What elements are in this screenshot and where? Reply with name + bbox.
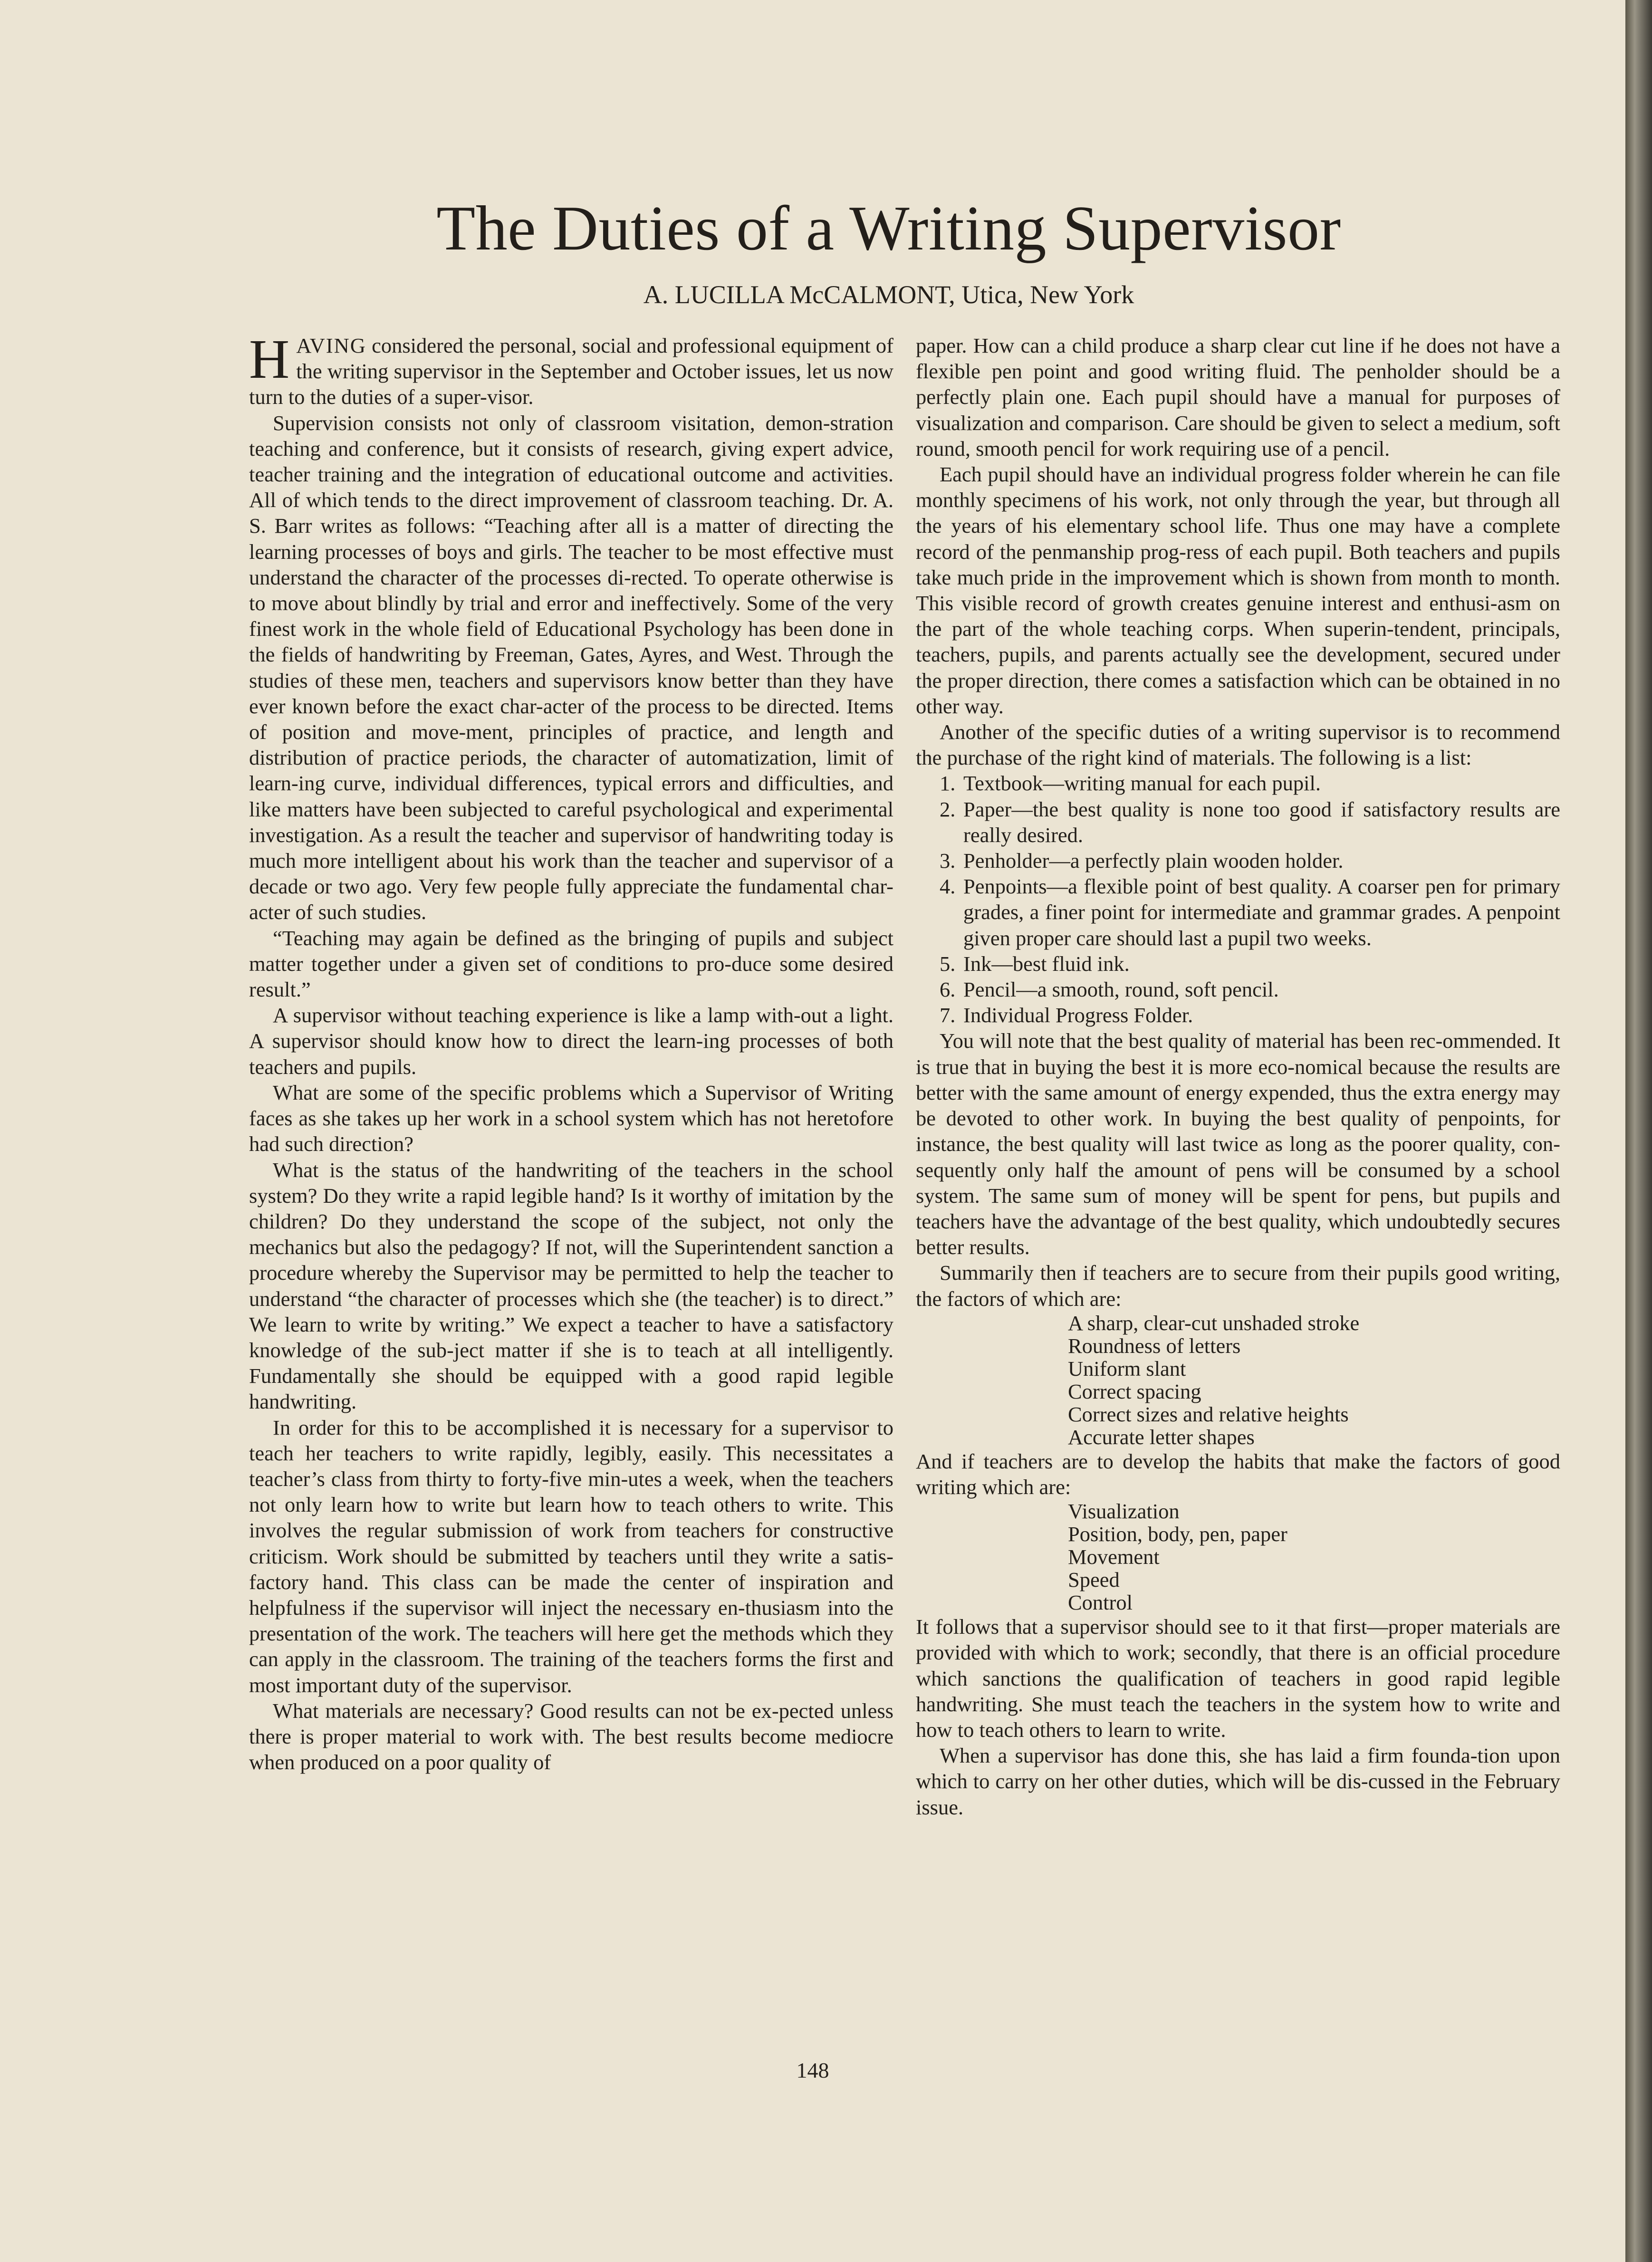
page-edge: [1625, 0, 1652, 2262]
paragraph: In order for this to be accomplished it is necessary for a supervisor to teach her teachers to write rapidly, legibly, easily. This necessitates a teacher’s class from thirty to forty-five min-utes a week, when the teachers not only learn how to write but learn how to teach others to write. This involves the regular submission of work from teachers for constructive criticism. Work should be submitted by teachers until they write a satis-factory hand. This class can be made the center of inspiration and helpfulness if the supervisor will inject the necessary en-thusiasm into the presentation of the work. The teachers will here get the methods which they can apply in the classroom. The training of the teachers forms the first and most important duty of the supervisor.: [249, 1415, 893, 1697]
habit-item: Speed: [1068, 1568, 1120, 1592]
habit-item: Visualization: [1068, 1499, 1180, 1524]
paragraph: Each pupil should have an individual progress folder wherein he can file monthly specimens of his work, not only through the year, but through all the years of his elementary school life. Thus one may have a complete record of the penmanship prog-ress of each pupil. Both teachers and pupils take much pride in the improvement which is shown from month to month. This visible record of growth creates genuine interest and enthusi-asm on the part of the whole teaching corps. When superin-tendent, principals, teachers, pupils, and parents actually see the development, secured under the proper direction, there comes a satisfaction which can be obtained in no other way.: [916, 462, 1560, 718]
list-text: Textbook—writing manual for each pupil.: [963, 771, 1321, 796]
factor-item: Correct spacing: [1068, 1379, 1201, 1403]
list-text: Ink—best fluid ink.: [963, 951, 1130, 976]
paragraph: What is the status of the handwriting of the teachers in the school system? Do they write a rapid legible hand? Is it worthy of imitation by the children? Do they understand the scope of the subject, not only the mechanics but also the pedagogy? If not, will the Superintendent sanction a procedure whereby the Supervisor may be permitted to help the teacher to understand “the character of processes which she (the teacher) is to direct.” We learn to write by writing.” We expect a teacher to have a satisfactory knowledge of the sub-ject matter if she is to teach at all intelligently. Fundamentally she should be equipped with a good rapid legible handwriting.: [249, 1158, 893, 1414]
factor-item: Uniform slant: [1068, 1356, 1186, 1380]
habit-item: Position, body, pen, paper: [1068, 1522, 1287, 1546]
paragraph: Another of the specific duties of a writing supervisor is to recommend the purchase of the right kind of materials. The following is a list:: [916, 720, 1560, 770]
paragraph: A supervisor without teaching experience is like a lamp with-out a light. A supervisor should know how to direct the learn-ing processes of both teachers and pupils.: [249, 1003, 893, 1079]
list-text: Paper—the best quality is none too good if satisfactory results are really desired.: [963, 797, 1560, 847]
paragraph: Summarily then if teachers are to secure from their pupils good writing, the factors of which are:: [916, 1261, 1560, 1311]
habit-item: Control: [1068, 1591, 1133, 1615]
list-number: 2.: [940, 797, 956, 821]
list-item: [916, 1002, 1560, 1028]
opening-caps: AVING: [296, 334, 366, 357]
paragraph: When a supervisor has done this, she has laid a firm founda-tion upon which to carry on her other duties, which will be dis-cussed in the February issue.: [916, 1744, 1560, 1819]
list-number: 7.: [940, 1003, 956, 1027]
list-item: [916, 951, 1560, 977]
paragraph: Supervision consists not only of classroom visitation, demon-stration teaching and conference, but it consists of research, giving expert advice, teacher training and the integration of educational outcome and activities. All of which tends to the direct improvement of classroom teaching. Dr. A. S. Barr writes as follows: “Teaching after all is a matter of directing the learning processes of boys and girls. The teacher to be most effective must understand the character of the processes di-rected. To operate otherwise is to move about blindly by trial and error and ineffectively. Some of the very finest work in the whole field of Educational Psychology has been done in the fields of handwriting by Freeman, Gates, Ayres, and West. Through the studies of these men, teachers and supervisors know better than they have ever known before the exact char-acter of the process to be directed. Items of position and move-ment, principles of practice, and length and distribution of practice periods, the character of automatization, limit of learn-ing curve, individual differences, typical errors and difficulties, and like matters have been subjected to careful psychological and experimental investigation. As a result the teacher and supervisor of handwriting today is much more intelligent about his work than the teacher and supervisor of a decade or two ago. Very few people fully appreciate the fundamental char-acter of such studies.: [249, 411, 893, 924]
page-number: 148: [796, 2058, 829, 2082]
habit-item: Movement: [1068, 1545, 1160, 1569]
materials-list: [916, 770, 1560, 1028]
list-item: [916, 770, 1560, 796]
list-number: 5.: [940, 951, 956, 976]
habits-list: [916, 1500, 1560, 1614]
list-item: [916, 796, 1560, 848]
list-item: [916, 873, 1560, 951]
list-text: Penholder—a perfectly plain wooden holder.: [963, 849, 1344, 873]
list-number: 4.: [940, 874, 956, 899]
list-item: [916, 848, 1560, 873]
list-text: Penpoints—a flexible point of best quality. A coarser pen for primary grades, a finer point for intermediate and grammar grades. A penpoint given proper care should last a pupil two weeks.: [963, 874, 1560, 950]
list-number: 6.: [940, 978, 956, 1002]
paragraph: You will note that the best quality of material has been rec-ommended. It is true that in buying the best it is more eco-nomical because the results are better with the same amount of energy expended, thus the extra energy may be devoted to other work. In buying the best quality of penpoints, for instance, the best quality will last twice as long as the poorer quality, con-sequently only half the amount of pens will be consumed by a school system. The same sum of money will be spent for pens, but pupils and teachers have the advantage of the best quality, which undoubtedly secures better results.: [916, 1029, 1560, 1259]
opening-paragraph: [249, 328, 893, 410]
factor-item: A sharp, clear-cut unshaded stroke: [1068, 1311, 1360, 1335]
paragraph: “Teaching may again be defined as the bringing of pupils and subject matter together under a given set of conditions to pro-duce some desired result.”: [249, 926, 893, 1002]
factor-item: Correct sizes and relative heights: [1068, 1402, 1349, 1426]
article-byline: A. LUCILLA McCALMONT, Utica, New York: [643, 280, 1134, 309]
opening-text: considered the personal, social and professional equipment of the writing supervisor in the September and October issues, let us now turn to the duties of a super-visor.: [249, 334, 893, 409]
drop-cap: H: [249, 328, 290, 390]
list-item: [916, 977, 1560, 1002]
paragraph: It follows that a supervisor should see to it that first—proper materials are provided with which to work; secondly, that there is an official procedure which sanctions the qualification of teachers in good rapid legible handwriting. She must teach the teachers in the system how to write and how to teach others to learn to write.: [916, 1615, 1560, 1742]
factors-list: [916, 1312, 1560, 1448]
right-column: [916, 333, 1560, 1820]
list-text: Pencil—a smooth, round, soft pencil.: [963, 978, 1279, 1002]
factor-item: Accurate letter shapes: [1068, 1425, 1255, 1449]
list-number: 1.: [940, 771, 956, 796]
paragraph: And if teachers are to develop the habits that make the factors of good writing which are:: [916, 1449, 1560, 1499]
factor-item: Roundness of letters: [1068, 1333, 1241, 1358]
paragraph: What are some of the specific problems which a Supervisor of Writing faces as she takes up her work in a school system which has not heretofore had such direction?: [249, 1080, 893, 1156]
article-title: The Duties of a Writing Supervisor: [436, 193, 1341, 263]
list-text: Individual Progress Folder.: [963, 1003, 1193, 1027]
paragraph: What materials are necessary? Good results can not be ex-pected unless there is proper material to work with. The best results become mediocre when produced on a poor quality of: [249, 1698, 893, 1774]
left-column: [249, 328, 893, 1775]
paragraph: paper. How can a child produce a sharp clear cut line if he does not have a flexible pen point and good writing fluid. The penholder should be a perfectly plain one. Each pupil should have a manual for purposes of visualization and comparison. Care should be given to select a medium, soft round, smooth pencil for work requiring use of a pencil.: [916, 334, 1560, 460]
list-number: 3.: [940, 849, 956, 873]
